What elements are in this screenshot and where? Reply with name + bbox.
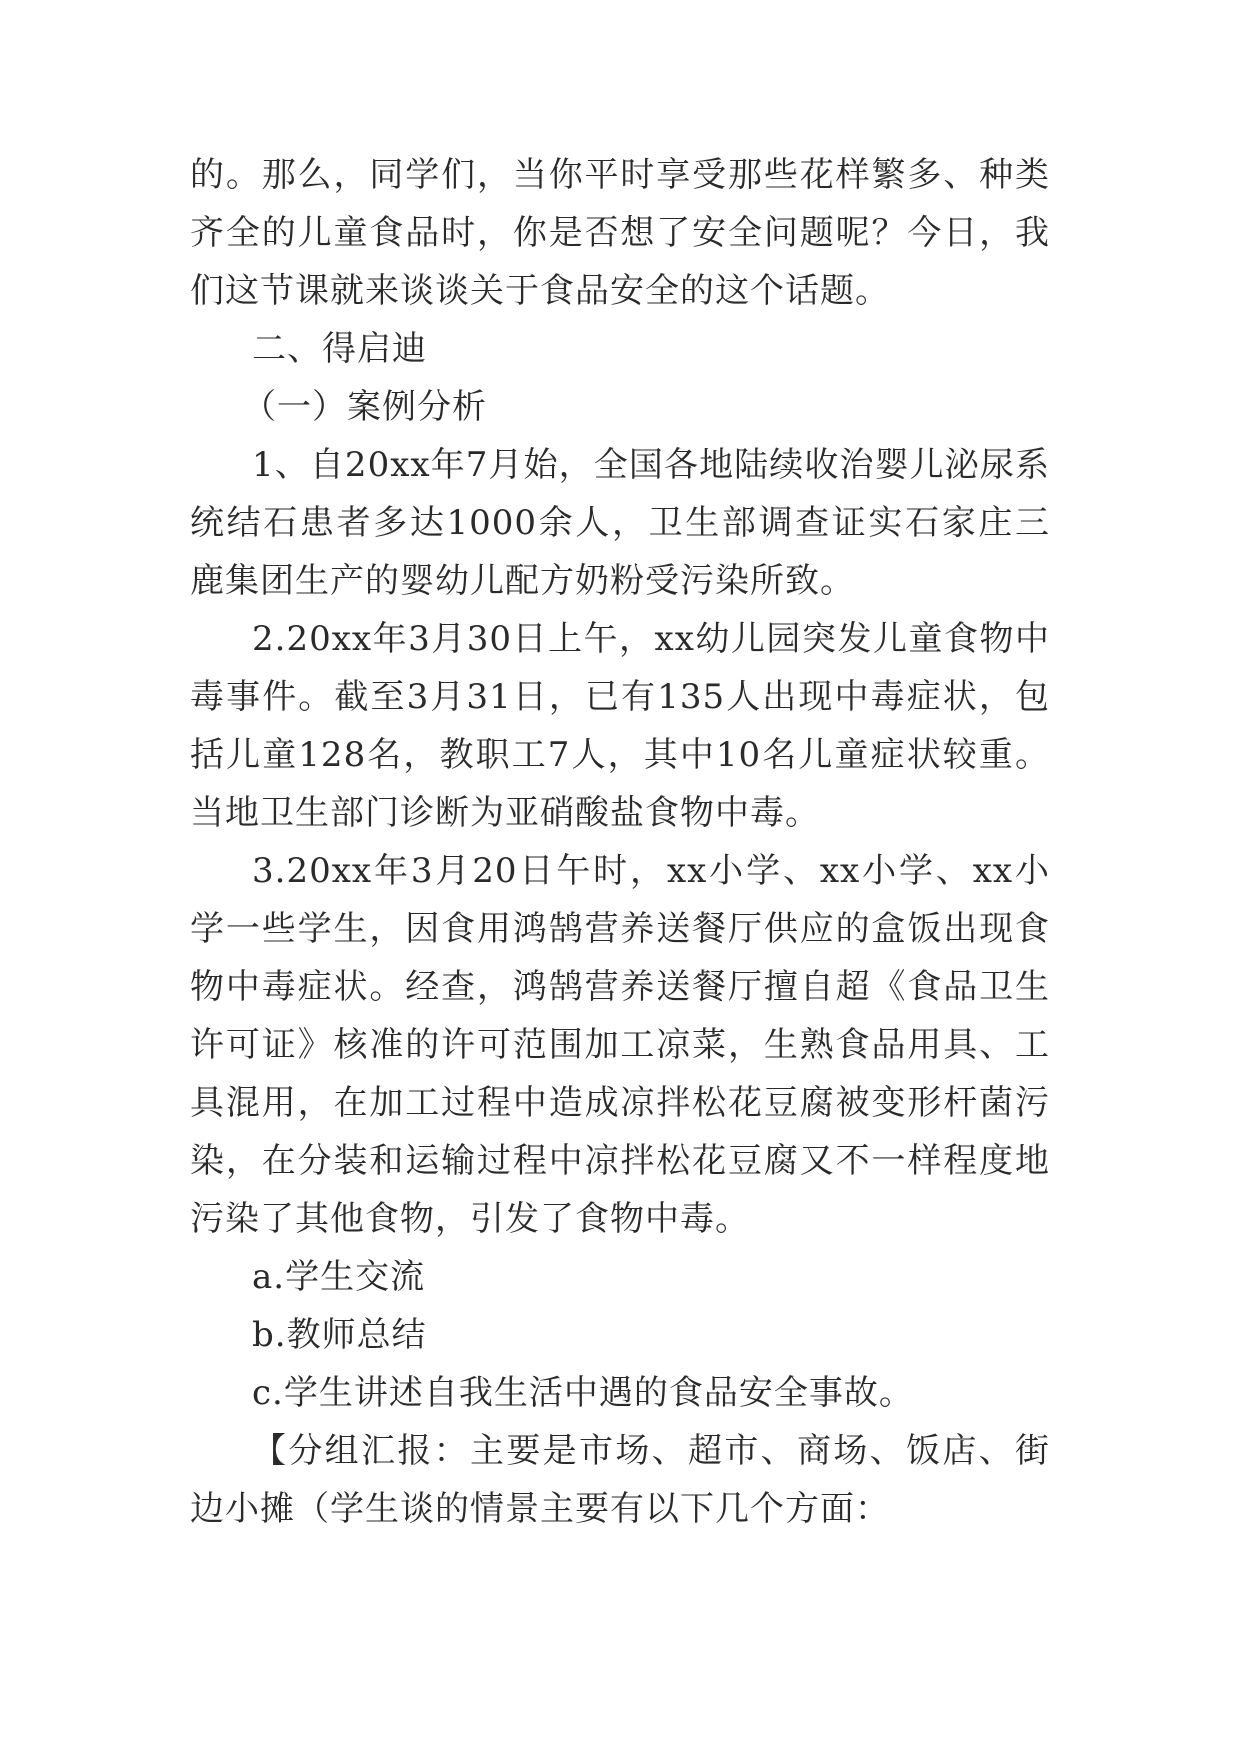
activity-item-b: b.教师总结 — [252, 1315, 427, 1355]
activity-item-c: c.学生讲述自我生活中遇的食品安全事故。 — [252, 1373, 914, 1413]
case-item-1: 1、自20xx年7月始，全国各地陆续收治婴儿泌尿系统结石患者多达1000余人，卫生部调查证实石家庄三鹿集团生产的婴幼儿配方奶粉受污染所致。 — [190, 445, 1050, 601]
case-item-2: 2.20xx年3月30日上午，xx幼儿园突发儿童食物中毒事件。截至3月31日，已有135人出现中毒症状，包括儿童128名，教职工7人，其中10名儿童症状较重。当地卫生部门诊断为亚硝酸盐食物中毒。 — [190, 619, 1050, 833]
paragraph-intro-continuation: 的。那么，同学们，当你平时享受那些花样繁多、种类齐全的儿童食品时，你是否想了安全问题呢？今日，我们这节课就来谈谈关于食品安全的这个话题。 — [190, 155, 1050, 311]
group-report-paragraph: 【分组汇报：主要是市场、超市、商场、饭店、街边小摊（学生谈的情景主要有以下几个方面： — [190, 1431, 1050, 1529]
document-body — [190, 146, 1050, 1538]
section-heading-inspiration: 二、得启迪 — [252, 329, 427, 369]
activity-item-a: a.学生交流 — [252, 1257, 426, 1297]
case-item-3: 3.20xx年3月20日午时，xx小学、xx小学、xx小学一些学生，因食用鸿鹄营养送餐厅供应的盒饭出现食物中毒症状。经查，鸿鹄营养送餐厅擅自超《食品卫生许可证》核准的许可范围加工凉菜，生熟食品用具、工具混用，在加工过程中造成凉拌松花豆腐被变形杆菌污染，在分装和运输过程中凉拌松花豆腐又不一样程度地污染了其他食物，引发了食物中毒。 — [190, 851, 1050, 1239]
subsection-heading-case-analysis: （一）案例分析 — [242, 387, 487, 427]
